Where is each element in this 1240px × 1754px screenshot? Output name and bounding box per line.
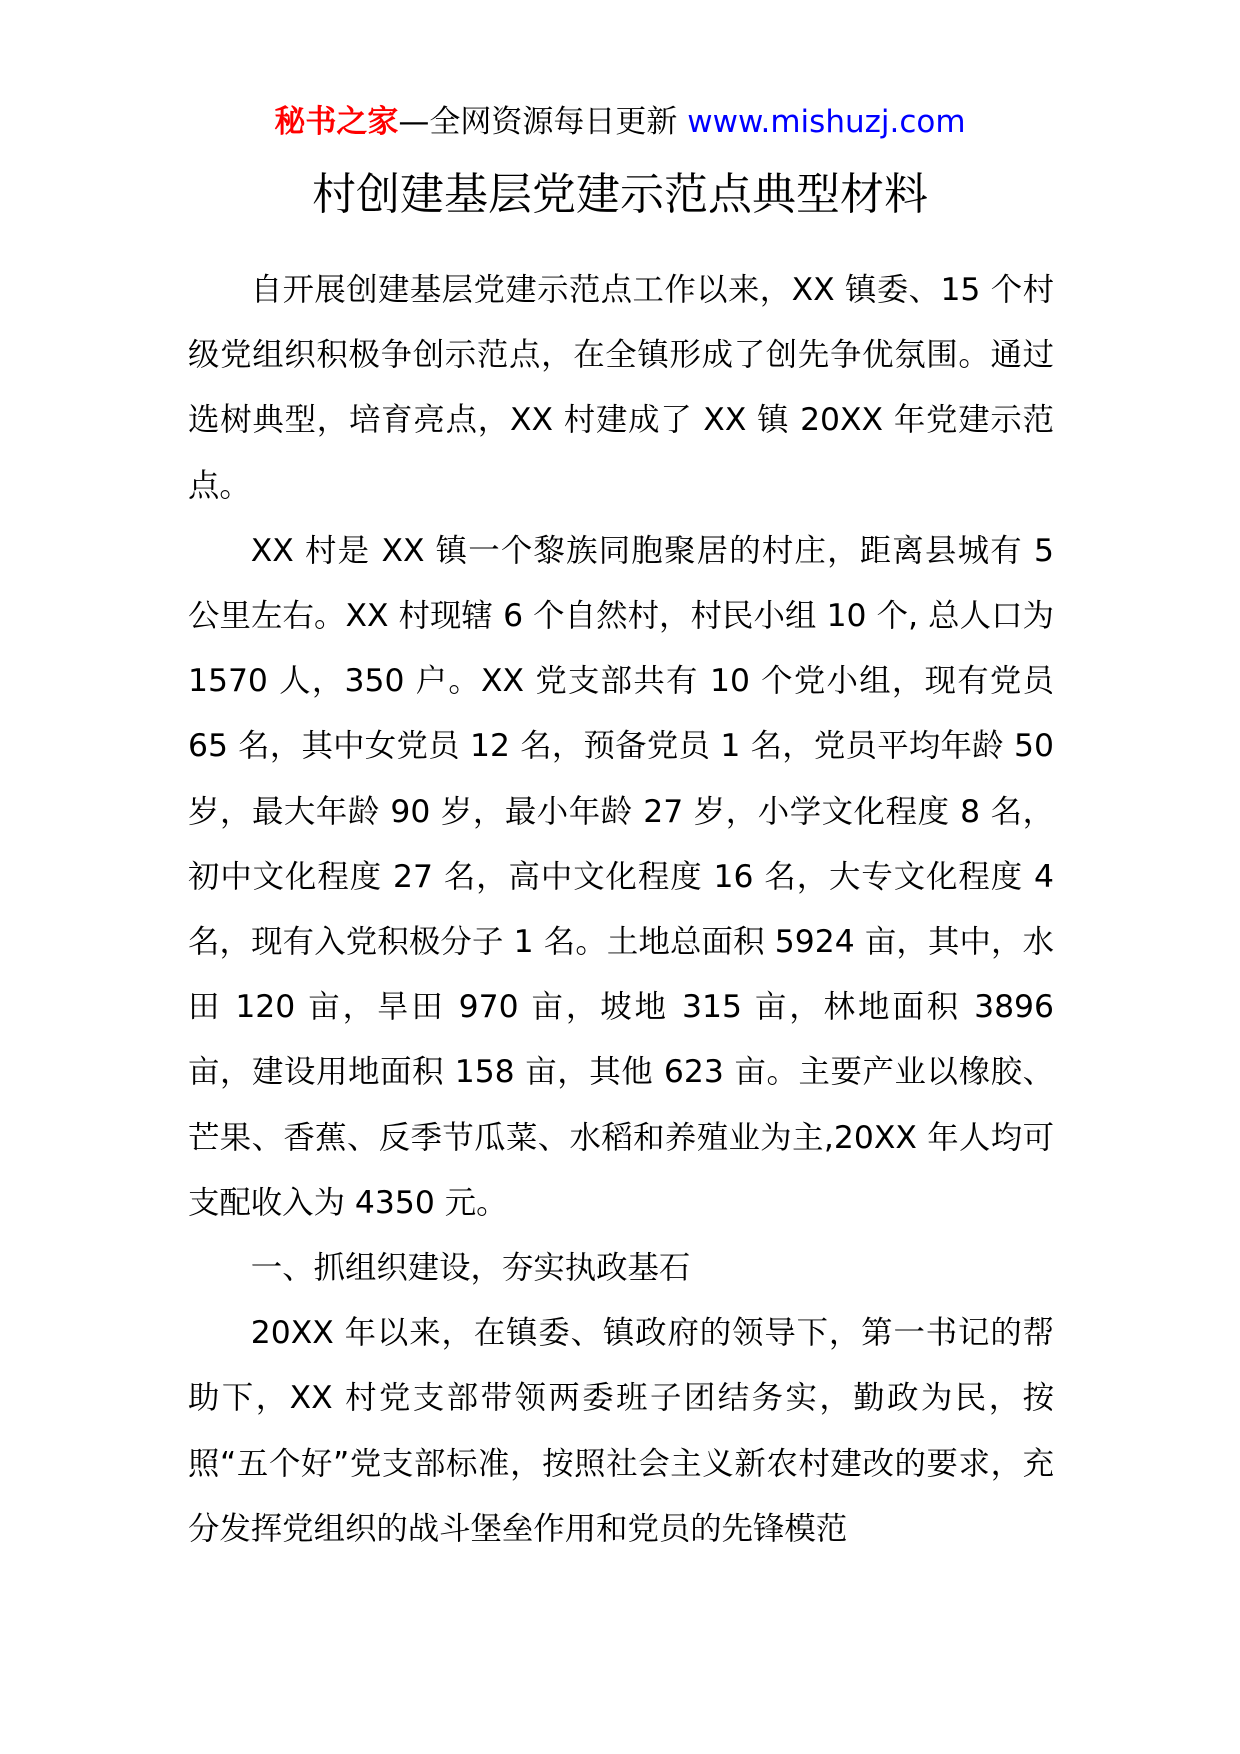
paragraph-village-profile: XX 村是 XX 镇一个黎族同胞聚居的村庄，距离县城有 5 公里左右。XX 村现辖 6 个自然村，村民小组 10 个, 总人口为 1570 人，350 户。XX 党支部共有 10 个党小组，现有党员 65 名，其中女党员 12 名，预备党员 1 名，党员平均年龄 50 岁，最大年龄 90 岁，最小年龄 27 岁，小学文化程度 8 名，初中文化程度 27 名，高中文化程度 16 名，大专文化程度 4 名，现有入党积极分子 1 名。土地总面积 5924 亩，其中，水田 120 亩，旱田 970 亩，坡地 315 亩，林地面积 3896 亩，建设用地面积 158 亩，其他 623 亩。主要产业以橡胶、芒果、香蕉、反季节瓜菜、水稻和养殖业为主,20XX 年人均可支配收入为 4350 元。 [188,532,1054,1221]
document-body [188,258,1054,1562]
site-banner [0,102,1240,142]
paragraph-organization: 20XX 年以来，在镇委、镇政府的领导下，第一书记的帮助下，XX 村党支部带领两委班子团结务实，勤政为民，按照“五个好”党支部标准，按照社会主义新农村建改的要求，充分发挥党组织的战斗堡垒作用和党员的先锋模范 [188,1315,1054,1547]
paragraph-intro: 自开展创建基层党建示范点工作以来，XX 镇委、15 个村级党组织积极争创示范点，在全镇形成了创先争优氛围。通过选树典型，培育亮点，XX 村建成了 XX 镇 20XX 年党建示范点。 [188,272,1054,504]
section-heading: 一、抓组织建设，夯实执政基石 [250,1250,691,1287]
site-tagline: —全网资源每日更新 [398,104,688,140]
document-title: 村创建基层党建示范点典型材料 [312,169,928,220]
site-url-link[interactable]: www.mishuzj.com [687,104,966,140]
site-brand: 秘书之家 [274,104,399,140]
